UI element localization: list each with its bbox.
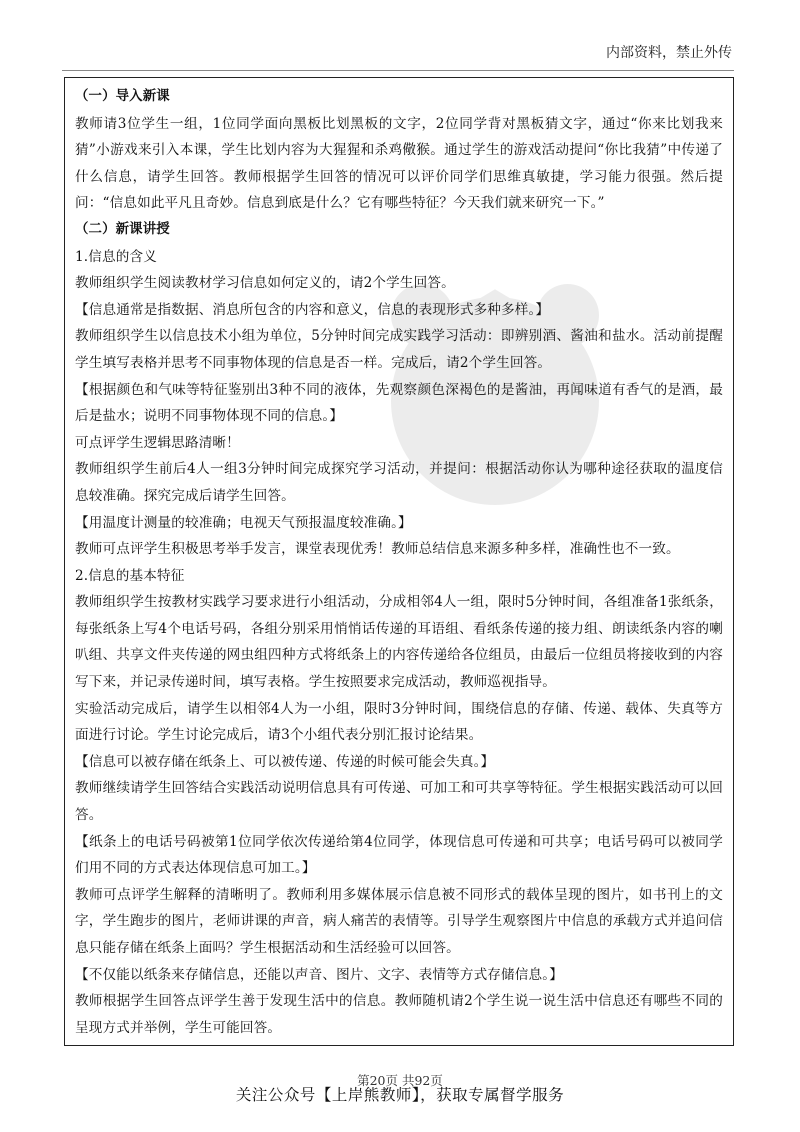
paragraph: 可点评学生逻辑思路清晰！ — [75, 434, 240, 451]
footer-promo: 关注公众号【上岸熊教师】，获取专属督学服务 — [235, 1086, 565, 1104]
paragraph: 教师可点评学生积极思考举手发言，课堂表现优秀！教师总结信息来源多种多样，准确性也不一致。 — [75, 541, 680, 558]
subheading-features: 2.信息的基本特征 — [75, 567, 185, 584]
paragraph: 教师组织学生前后4人一组3分钟时间完成探究学习活动，并提问：根据活动你认为哪种途径获取的温度信息较准确。探究完成后请学生回答。 — [75, 461, 723, 504]
heading-new-lesson: （二）新课讲授 — [75, 221, 170, 237]
answer-block: 【信息可以被存储在纸条上、可以被传递、传递的时候可能会失真。】 — [75, 753, 495, 770]
answer-block: 【用温度计测量的较准确；电视天气预报温度较准确。】 — [75, 514, 412, 531]
header-confidential-note: 内部资料，禁止外传 — [606, 45, 732, 61]
paragraph: 教师可点评学生解释的清晰明了。教师利用多媒体展示信息被不同形式的载体呈现的图片，如书刊上的文字，学生跑步的图片，老师讲课的声音，病人痛苦的表情等。引导学生观察图片中信息的承载方式并追问信息只能存储在纸条上面吗？学生根据活动和生活经验可以回答。 — [75, 886, 723, 956]
paragraph: 教师继续请学生回答结合实践活动说明信息具有可传递、可加工和可共享等特征。学生根据实践活动可以回答。 — [75, 780, 723, 824]
paragraph: 教师请3位学生一组，1位同学面向黑板比划黑板的文字，2位同学背对黑板猜文字，通过“你来比划我来猜”小游戏来引入本课，学生比划内容为大猩猩和杀鸡儆猴。通过学生的游戏活动提问“你比我猜”中传递了什么信息，请学生回答。教师根据学生回答的情况可以评价同学们思维真敏捷，学习能力很强。然后提问：“信息如此平凡且奇妙。信息到底是什么？它有哪些特征？今天我们就来研究一下。” — [75, 115, 723, 212]
answer-block: 【纸条上的电话号码被第1位同学依次传递给第4位同学，体现信息可传递和可共享；电话号码可以被同学们用不同的方式表达体现信息可加工。】 — [75, 833, 723, 877]
lesson-content-box — [64, 77, 734, 1046]
subheading-meaning: 1.信息的含义 — [75, 248, 157, 265]
answer-block: 【不仅能以纸条来存储信息，还能以声音、图片、文字、表情等方式存储信息。】 — [75, 966, 563, 983]
paragraph: 实验活动完成后，请学生以相邻4人为一小组，限时3分钟时间，围绕信息的存储、传递、载体、失真等方面进行讨论。学生讨论完成后，请3个小组代表分别汇报讨论结果。 — [75, 700, 723, 744]
answer-block: 【信息通常是指数据、消息所包含的内容和意义，信息的表现形式多种多样。】 — [75, 301, 550, 318]
heading-intro: （一）导入新课 — [75, 89, 170, 104]
paragraph: 教师根据学生回答点评学生善于发现生活中的信息。教师随机请2个学生说一说生活中信息还有哪些不同的呈现方式并举例，学生可能回答。 — [75, 993, 723, 1036]
answer-block: 【根据颜色和气味等特征鉴别出3种不同的液体，先观察颜色深褐色的是酱油，再闻味道有香气的是酒，最后是盐水；说明不同事物体现不同的信息。】 — [75, 381, 723, 425]
paragraph: 教师组织学生以信息技术小组为单位，5分钟时间完成实践学习活动：即辨别酒、酱油和盐水。活动前提醒学生填写表格并思考不同事物体现的信息是否一样。完成后，请2个学生回答。 — [75, 328, 723, 371]
page-number: 第20页 共92页 — [357, 1073, 443, 1088]
paragraph: 教师组织学生按教材实践学习要求进行小组活动，分成相邻4人一组，限时5分钟时间，各组准备1张纸条，每张纸条上写4个电话号码，各组分别采用悄悄话传递的耳语组、看纸条传递的接力组、朗读纸条内容的喇叭组、共享文件夹传递的网虫组四种方式将纸条上的内容传递给各位组员，由最后一位组员将接收到的内容写下来，并记录传递时间，填写表格。学生按照要求完成活动，教师巡视指导。 — [75, 594, 723, 691]
header-divider — [62, 70, 734, 71]
paragraph: 教师组织学生阅读教材学习信息如何定义的，请2个学生回答。 — [75, 275, 455, 292]
